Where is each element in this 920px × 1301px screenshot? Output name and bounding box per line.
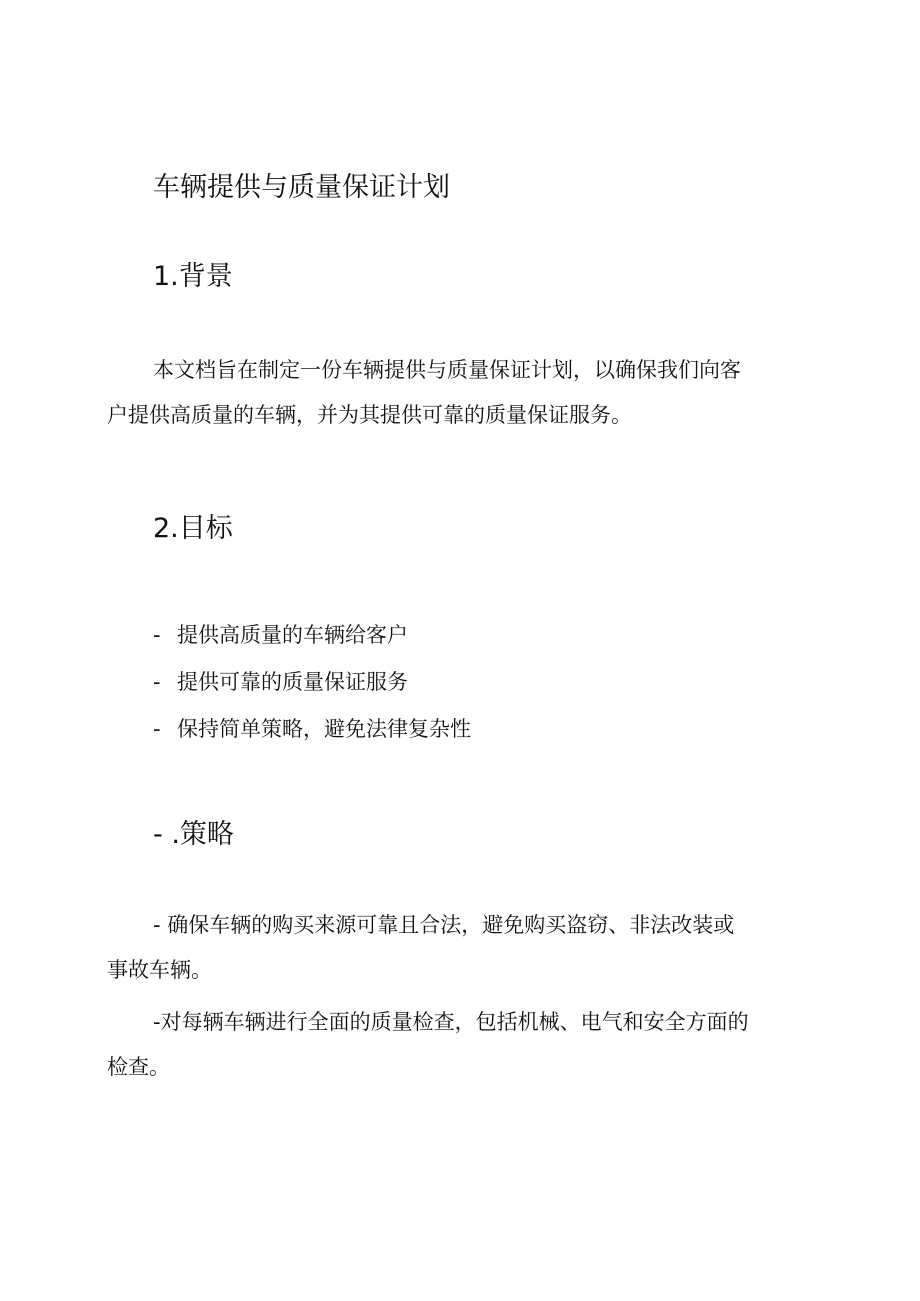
list-item xyxy=(153,612,471,659)
list-item-text: 保持简单策略，避免法律复杂性 xyxy=(177,717,471,741)
list-item xyxy=(153,706,471,753)
section-heading-background: 1.背景 xyxy=(153,261,233,292)
list-item xyxy=(153,659,471,706)
strategy-paragraph-2 xyxy=(107,1000,827,1090)
strategy-paragraph-1 xyxy=(107,903,827,993)
list-item-text: 提供可靠的质量保证服务 xyxy=(177,670,408,694)
paragraph-line: -对每辆车辆进行全面的质量检查，包括机械、电气和安全方面的 xyxy=(153,1010,749,1034)
paragraph-line: 户提供高质量的车辆，并为其提供可靠的质量保证服务。 xyxy=(107,403,632,427)
bullet-dash: - xyxy=(153,670,161,694)
goals-list xyxy=(153,612,471,753)
paragraph-line: 事故车辆。 xyxy=(107,958,212,982)
paragraph-line: - 确保车辆的购买来源可靠且合法，避免购买盗窃、非法改装或 xyxy=(153,913,735,937)
list-item-text: 提供高质量的车辆给客户 xyxy=(177,623,408,647)
background-paragraph xyxy=(107,348,827,438)
bullet-dash: - xyxy=(153,623,161,647)
bullet-dash: - xyxy=(153,717,161,741)
paragraph-line: 检查。 xyxy=(107,1055,170,1079)
document-title: 车辆提供与质量保证计划 xyxy=(153,172,450,203)
paragraph-line: 本文档旨在制定一份车辆提供与质量保证计划，以确保我们向客 xyxy=(153,358,741,382)
section-heading-goals: 2.目标 xyxy=(153,513,233,544)
section-heading-strategy: - .策略 xyxy=(153,819,234,850)
